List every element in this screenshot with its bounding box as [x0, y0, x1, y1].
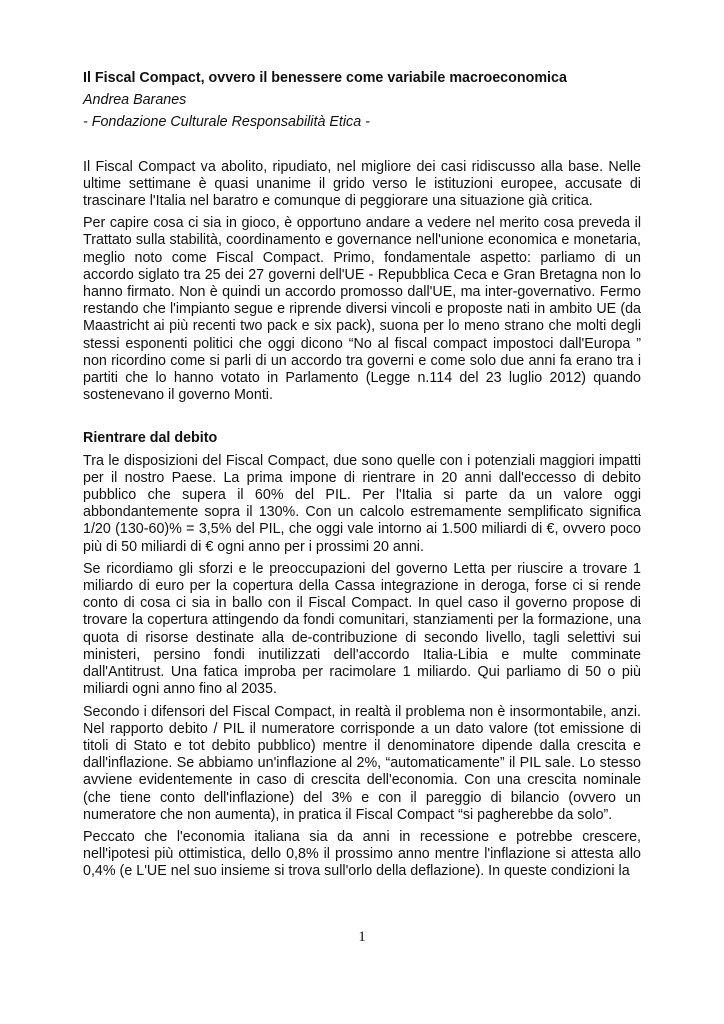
page-number: 1	[358, 929, 366, 945]
document-title: Il Fiscal Compact, ovvero il benessere come variabile macroeconomica	[83, 70, 567, 86]
document-body	[83, 70, 641, 886]
section-paragraph-4: Peccato che l'economia italiana sia da anni in recessione e potrebbe crescere, nell'ipotesi più ottimistica, dello 0,8% il prossimo anno mentre l'inflazione si attesta allo 0,4% (e L'UE nel suo insieme si trova sull'orlo della deflazione). In queste condizioni la	[83, 828, 641, 880]
section-paragraph-1: Tra le disposizioni del Fiscal Compact, due sono quelle con i potenziali maggiori impatti per il nostro Paese. La prima impone di rientrare in 20 anni dall'eccesso di debito pubblico che supera il 60% del PIL. Per l'Italia si parte da un valore oggi abbondantemente sopra il 130%. Con un calcolo estremamente semplificato significa 1/20 (130-60)% = 3,5% del PIL, che oggi vale intorno ai 1.500 miliardi di €, ovvero poco più di 50 miliardi di € ogni anno per i prossimi 20 anni.	[83, 452, 641, 555]
intro-paragraph-2: Per capire cosa ci sia in gioco, è opportuno andare a vedere nel merito cosa preveda il Trattato sulla stabilità, coordinamento e governance nell'unione economica e monetaria, meglio noto come Fiscal Compact. Primo, fondamentale aspetto: parliamo di un accordo siglato tra 25 dei 27 governi dell'UE - Repubblica Ceca e Gran Bretagna non lo hanno firmato. Non è quindi un accordo promosso dall'UE, ma inter-governativo. Fermo restando che l'impianto segue e riprende diversi vincoli e proposte nati in ambito UE (da Maastricht ai più recenti two pack e six pack), suona per lo meno strano che molti degli stessi esponenti politici che oggi dicono “No al fiscal compact impostoci dall'Europa ” non ricordino come si parli di un accordo tra governi e come solo due anni fa erano tra i partiti che lo hanno votato in Parlamento (Legge n.114 del 23 luglio 2012) quando sostenevano il governo Monti.	[83, 215, 641, 404]
section-paragraph-3: Secondo i difensori del Fiscal Compact, in realtà il problema non è insormontabile, anzi. Nel rapporto debito / PIL il numeratore corrisponde a un dato valore (tot emissione di titoli di Stato e tot debito pubblico) mentre il denominatore dipende dalla crescita e dall'inflazione. Se abbiamo un'inflazione al 2%, “automaticamente” il PIL sale. Lo stesso avviene evidentemente in caso di crescita dell'economia. Con una crescita nominale (che tiene conto dell'inflazione) del 3% e con il pareggio di bilancio (ovvero un numeratore che non aumenta), in pratica il Fiscal Compact “si pagherebbe da solo”.	[83, 703, 641, 823]
section-paragraph-2: Se ricordiamo gli sforzi e le preoccupazioni del governo Letta per riuscire a trovare 1 miliardo di euro per la copertura della Cassa integrazione in deroga, forse ci si rende conto di cosa ci sia in ballo con il Fiscal Compact. In quel caso il governo propose di trovare la copertura attingendo da fondi comunitari, stanziamenti per la formazione, una quota di risorse destinate alla de-contribuzione di secondo livello, tagli selettivi sui ministeri, persino fondi inutilizzati dell'accordo Italia-Libia e multe comminate dall'Antitrust. Una fatica improba per racimolare 1 miliardo. Qui parliamo di 50 o più miliardi ogni anno fino al 2035.	[83, 560, 641, 698]
intro-paragraph-1: Il Fiscal Compact va abolito, ripudiato, nel migliore dei casi ridiscusso alla base. Nelle ultime settimane è quasi unanime il grido verso le istituzioni europee, accusate di trascinare l'Italia nel baratro e comunque di peggiorare una situazione già critica.	[83, 158, 641, 210]
organization-name: - Fondazione Culturale Responsabilità Etica -	[83, 114, 370, 131]
author-name: Andrea Baranes	[83, 92, 187, 109]
section-heading: Rientrare dal debito	[83, 430, 218, 447]
